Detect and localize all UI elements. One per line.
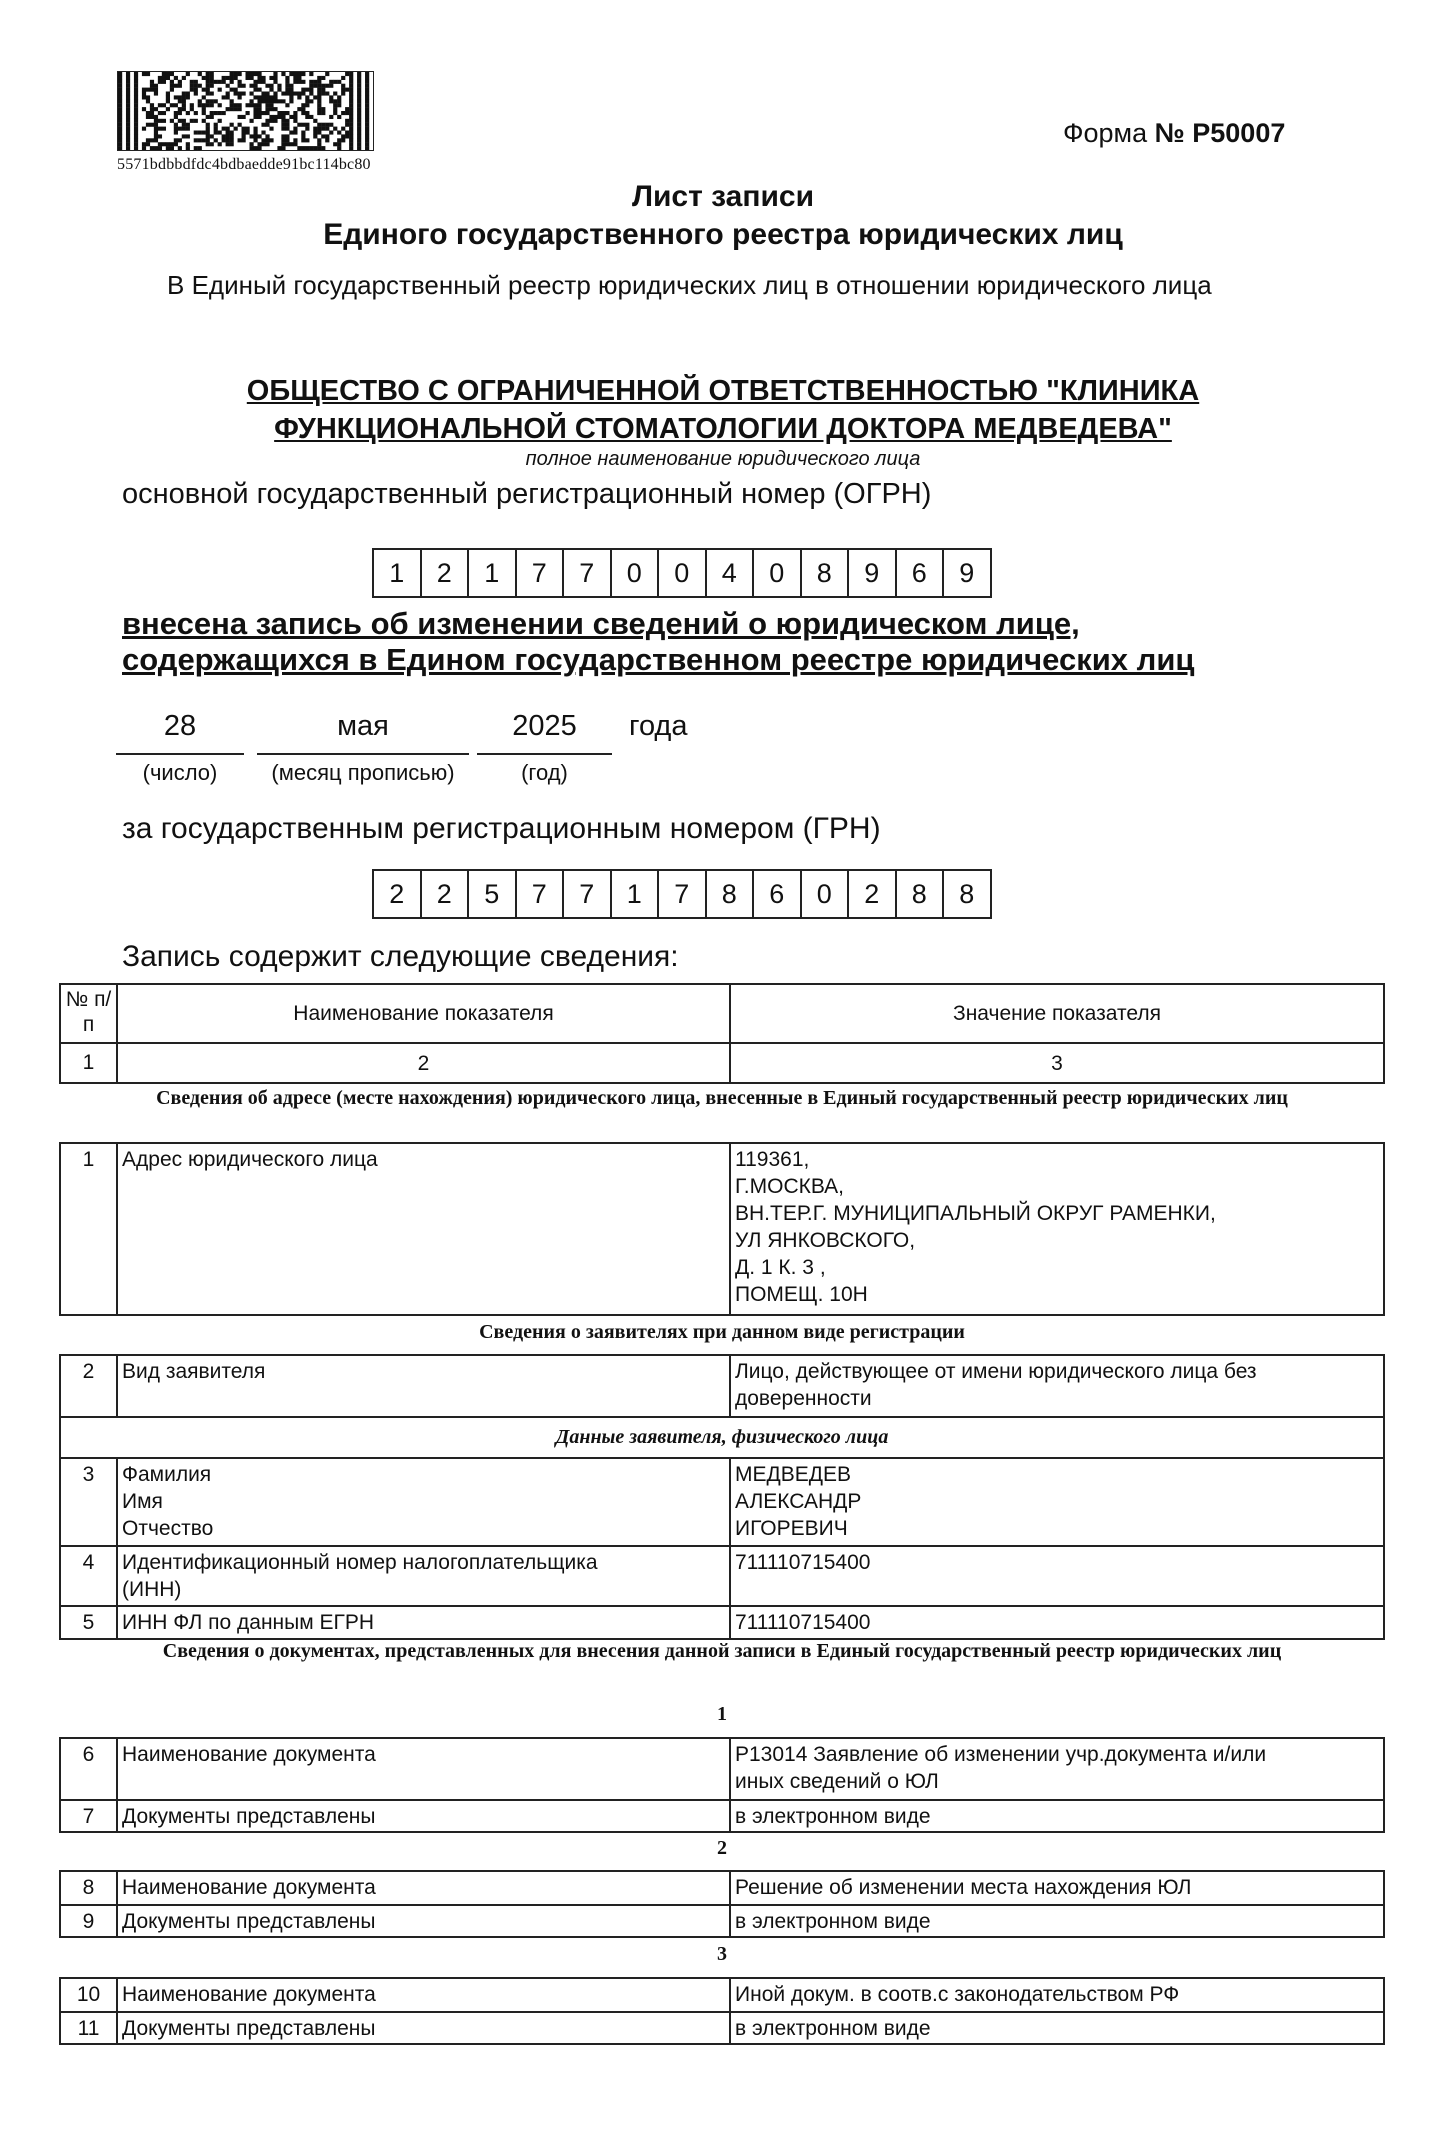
organization-name-line: ФУНКЦИОНАЛЬНОЙ СТОМАТОЛОГИИ ДОКТОРА МЕДВЕДЕВА" <box>274 413 1172 445</box>
date-year: 2025 <box>512 710 577 742</box>
header-value: Значение показателя <box>953 1002 1161 1025</box>
organization-name <box>0 372 1446 448</box>
address-line: 119361, <box>735 1148 810 1171</box>
row-value <box>731 1739 1383 1799</box>
grn-digit: 0 <box>800 869 850 919</box>
row-number: 10 <box>61 1979 118 2011</box>
organization-name-caption: полное наименование юридического лица <box>525 448 921 470</box>
document-group-number: 3 <box>717 1943 727 1965</box>
row-number: 9 <box>61 1906 118 1936</box>
table-header-index-row <box>61 1042 1383 1082</box>
table-row <box>61 1605 1383 1638</box>
ogrn-number <box>372 548 992 598</box>
date-month: мая <box>337 710 389 742</box>
row-number: 7 <box>61 1801 118 1831</box>
date-month-line <box>257 753 469 755</box>
address-line: ПОМЕЩ. 10Н <box>735 1283 868 1306</box>
table-row <box>61 2011 1383 2043</box>
value-line: Лицо, действующее от имени юридического лица без <box>735 1360 1257 1383</box>
row-number: 11 <box>61 2013 118 2043</box>
ogrn-digit: 8 <box>800 548 850 598</box>
table-row <box>61 1979 1383 2011</box>
date-month-caption: (месяц прописью) <box>271 760 455 785</box>
form-code: № Р50007 <box>1154 118 1286 148</box>
applicants-table <box>59 1354 1385 1640</box>
inn-egrn-value: 711110715400 <box>735 1611 871 1634</box>
row-value <box>731 1356 1383 1416</box>
documents-table-3 <box>59 1977 1385 2045</box>
grn-digit: 8 <box>895 869 945 919</box>
address-table <box>59 1142 1385 1316</box>
address-line: Г.МОСКВА, <box>735 1175 845 1198</box>
value-line: иных сведений о ЮЛ <box>735 1770 939 1793</box>
documents-table-2 <box>59 1870 1385 1938</box>
contains-label: Запись содержит следующие сведения: <box>122 940 679 973</box>
intro-text: В Единый государственный реестр юридических лиц в отношении юридического лица <box>167 270 1212 300</box>
grn-digit: 5 <box>467 869 517 919</box>
organization-name-line: ОБЩЕСТВО С ОГРАНИЧЕННОЙ ОТВЕТСТВЕННОСТЬЮ "КЛИНИКА <box>246 375 1200 407</box>
entry-statement-line: содержащихся в Едином государственном реестре юридических лиц <box>122 642 1195 677</box>
row-name: Документы представлены <box>118 1801 731 1831</box>
table-header <box>59 983 1385 1084</box>
value-line: Р13014 Заявление об изменении учр.документа и/или <box>735 1743 1267 1766</box>
ogrn-digit: 0 <box>610 548 660 598</box>
address-line: ВН.ТЕР.Г. МУНИЦИПАЛЬНЫЙ ОКРУГ РАМЕНКИ, <box>735 1202 1216 1225</box>
section-documents-heading: Сведения о документах, представленных для внесения данной записи в Единый государственный реестр юридических лиц <box>162 1640 1282 1662</box>
datamatrix-barcode <box>117 71 374 151</box>
ogrn-digit: 6 <box>895 548 945 598</box>
section-address-heading: Сведения об адресе (месте нахождения) юридического лица, внесенные в Единый государственный реестр юридических лиц <box>156 1087 1288 1109</box>
ogrn-digit: 7 <box>562 548 612 598</box>
grn-digit: 8 <box>705 869 755 919</box>
table-row <box>61 1799 1383 1831</box>
date-year-line <box>477 753 612 755</box>
entry-statement-line: внесена запись об изменении сведений о юридическом лице, <box>122 606 1080 641</box>
first-name-label: Имя <box>122 1490 163 1513</box>
ogrn-digit: 1 <box>467 548 517 598</box>
row-name <box>118 1547 731 1605</box>
date-day: 28 <box>163 710 197 742</box>
address-line: УЛ ЯНКОВСКОГО, <box>735 1229 916 1252</box>
row-number: 6 <box>61 1739 118 1799</box>
row-name <box>118 1459 731 1545</box>
grn-digit: 1 <box>610 869 660 919</box>
section-applicants-heading: Сведения о заявителях при данном виде регистрации <box>479 1321 965 1343</box>
table-row <box>61 1144 1383 1314</box>
grn-label: за государственным регистрационным номером (ГРН) <box>122 812 881 845</box>
row-number: 4 <box>61 1547 118 1605</box>
grn-digit: 2 <box>847 869 897 919</box>
header-col-1: 1 <box>61 1044 118 1082</box>
documents-table-1 <box>59 1737 1385 1833</box>
table-row <box>61 1739 1383 1799</box>
first-name-value: АЛЕКСАНДР <box>735 1490 862 1513</box>
ogrn-digit: 1 <box>372 548 422 598</box>
inn-value: 711110715400 <box>735 1551 871 1574</box>
date-year-suffix: года <box>629 710 688 742</box>
patronymic-label: Отчество <box>122 1517 214 1540</box>
grn-digit: 7 <box>657 869 707 919</box>
ogrn-digit: 2 <box>420 548 470 598</box>
row-value <box>731 1144 1383 1314</box>
entry-statement <box>122 606 1194 678</box>
row-number: 2 <box>61 1356 118 1416</box>
name-line: Идентификационный номер налогоплательщика <box>122 1551 598 1574</box>
grn-digit: 8 <box>942 869 992 919</box>
date-year-caption: (год) <box>521 760 568 785</box>
ogrn-digit: 9 <box>942 548 992 598</box>
row-number: 1 <box>61 1144 118 1314</box>
header-name: Наименование показателя <box>118 985 731 1042</box>
header-col-3: 3 <box>1051 1051 1063 1075</box>
form-number <box>1063 118 1285 149</box>
row-number: 3 <box>61 1459 118 1545</box>
row-name: Документы представлены <box>118 2013 731 2043</box>
row-value <box>731 1459 1383 1545</box>
ogrn-digit: 0 <box>657 548 707 598</box>
address-line: Д. 1 К. 3 , <box>735 1256 826 1279</box>
date-day-caption: (число) <box>142 760 218 785</box>
table-row <box>61 1545 1383 1605</box>
page-title: Лист записи <box>631 180 815 213</box>
row-value: Решение об изменении места нахождения ЮЛ <box>735 1876 1192 1899</box>
grn-number <box>372 869 992 919</box>
row-name: Документы представлены <box>118 1906 731 1936</box>
surname-value: МЕДВЕДЕВ <box>735 1463 851 1486</box>
row-number: 5 <box>61 1607 118 1638</box>
table-header-row <box>61 985 1383 1042</box>
grn-digit: 7 <box>515 869 565 919</box>
document-group-number: 2 <box>717 1837 727 1859</box>
row-value: в электронном виде <box>735 2017 931 2040</box>
applicant-person-heading: Данные заявителя, физического лица <box>555 1426 889 1448</box>
grn-digit: 2 <box>420 869 470 919</box>
form-prefix: Форма <box>1063 118 1148 148</box>
row-name: Адрес юридического лица <box>118 1144 731 1314</box>
header-col-2: 2 <box>118 1044 731 1082</box>
row-value: в электронном виде <box>735 1805 931 1828</box>
row-name: Вид заявителя <box>118 1356 731 1416</box>
grn-digit: 2 <box>372 869 422 919</box>
row-name: ИНН ФЛ по данным ЕГРН <box>118 1607 731 1638</box>
patronymic-value: ИГОРЕВИЧ <box>735 1517 848 1540</box>
ogrn-digit: 7 <box>515 548 565 598</box>
table-row <box>61 1872 1383 1904</box>
surname-label: Фамилия <box>122 1463 212 1486</box>
date-day-line <box>116 753 244 755</box>
ogrn-label: основной государственный регистрационный номер (ОГРН) <box>122 478 932 510</box>
row-value: в электронном виде <box>735 1910 931 1933</box>
row-number: 8 <box>61 1872 118 1904</box>
grn-digit: 7 <box>562 869 612 919</box>
name-line: (ИНН) <box>122 1578 182 1601</box>
value-line: доверенности <box>735 1387 872 1410</box>
header-num: № п/п <box>61 985 118 1042</box>
ogrn-digit: 9 <box>847 548 897 598</box>
row-name: Наименование документа <box>118 1739 731 1799</box>
barcode-caption: 5571bdbbdfdc4bdbaedde91bc114bc80 <box>117 156 371 173</box>
table-subheading-row <box>61 1416 1383 1457</box>
table-row <box>61 1457 1383 1545</box>
document-group-number: 1 <box>717 1703 727 1725</box>
table-row <box>61 1356 1383 1416</box>
ogrn-digit: 0 <box>752 548 802 598</box>
row-name: Наименование документа <box>118 1979 731 2011</box>
grn-digit: 6 <box>752 869 802 919</box>
ogrn-digit: 4 <box>705 548 755 598</box>
row-name: Наименование документа <box>118 1872 731 1904</box>
page-subtitle: Единого государственного реестра юридических лиц <box>323 218 1123 251</box>
row-value: Иной докум. в соотв.с законодательством РФ <box>735 1983 1180 2006</box>
table-row <box>61 1904 1383 1936</box>
